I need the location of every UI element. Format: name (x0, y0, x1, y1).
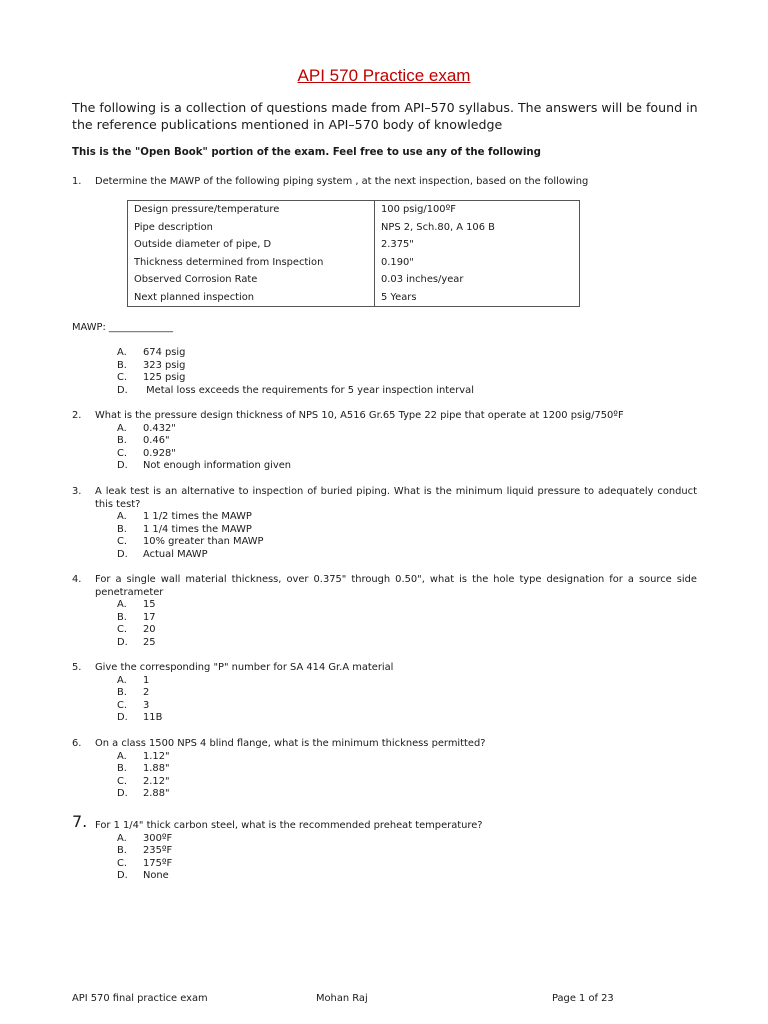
option-text: 674 psig (143, 347, 186, 358)
option-d (117, 712, 697, 725)
option-text: 300ºF (143, 832, 173, 844)
option-letter: A. (117, 750, 127, 762)
option-text: 10% greater than MAWP (143, 536, 264, 548)
table-row (128, 201, 580, 219)
option-letter: C. (117, 857, 128, 869)
option-d (117, 870, 697, 883)
option-text: 2 (143, 687, 150, 699)
option-text: 0.928" (143, 447, 176, 459)
option-a (117, 833, 697, 846)
table-cell: Thickness determined from Inspection (128, 254, 375, 272)
option-text: 3 (143, 699, 150, 711)
option-c (117, 776, 697, 789)
option-text: 235ºF (143, 845, 173, 857)
option-text: 1 1/2 times the MAWP (143, 511, 252, 523)
option-letter: A. (117, 422, 127, 434)
question-number: 7. (72, 812, 88, 831)
option-letter: C. (117, 699, 128, 711)
option-text: Not enough information given (143, 460, 292, 472)
question-1-options (72, 347, 697, 397)
option-text: 175ºF (143, 857, 173, 869)
option-b (117, 763, 697, 776)
option-letter: B. (117, 611, 127, 623)
table-cell: NPS 2, Sch.80, A 106 B (375, 219, 580, 237)
option-letter: A. (117, 674, 127, 686)
question-text: A leak test is an alternative to inspection of buried piping. What is the minimum liquid pressure to adequately conduct this test? (95, 486, 697, 510)
question-number: 5. (72, 662, 82, 673)
table-cell: 5 Years (375, 289, 580, 307)
page-title: API 570 Practice exam (297, 66, 471, 85)
option-d (117, 788, 697, 801)
question-number: 1. (72, 176, 82, 187)
option-text: 1 (143, 674, 150, 686)
question-text: Determine the MAWP of the following piping system , at the next inspection, based on the following (95, 176, 589, 187)
option-text: None (143, 870, 169, 882)
option-letter: B. (117, 435, 127, 447)
option-text: 0.46" (143, 435, 170, 447)
option-text: Actual MAWP (143, 548, 208, 560)
option-c (117, 700, 697, 713)
option-text: 25 (143, 636, 156, 648)
option-letter: C. (117, 775, 128, 787)
option-c (117, 536, 697, 549)
option-text: 2.88" (143, 788, 170, 800)
option-text: 125 psig (143, 372, 186, 384)
question-text: Give the corresponding "P" number for SA 414 Gr.A material (95, 662, 394, 673)
option-letter: C. (117, 624, 128, 636)
option-a (117, 347, 697, 360)
option-text: 0.432" (143, 422, 176, 434)
option-a (117, 751, 697, 764)
table-row (128, 271, 580, 289)
option-letter: D. (117, 788, 128, 800)
option-d (117, 460, 697, 473)
option-c (117, 624, 697, 637)
option-letter: A. (117, 347, 127, 358)
option-b (117, 435, 697, 448)
option-text: Metal loss exceeds the requirements for 5 year inspection interval (143, 384, 474, 396)
table-row (128, 254, 580, 272)
option-b (117, 524, 697, 537)
option-b (117, 360, 697, 373)
open-book-note: This is the "Open Book" portion of the exam. Feel free to use any of the following (72, 147, 541, 158)
mawp-answer-line: MAWP: _____________ (72, 322, 174, 333)
question-number: 3. (72, 486, 82, 497)
option-text: 11B (143, 712, 163, 724)
option-letter: A. (117, 832, 127, 844)
option-letter: B. (117, 687, 127, 699)
question-4 (72, 574, 697, 650)
piping-spec-table (127, 200, 580, 307)
option-c (117, 372, 697, 385)
question-number: 6. (72, 738, 82, 749)
option-letter: D. (117, 870, 128, 882)
option-text: 17 (143, 611, 156, 623)
option-letter: B. (117, 845, 127, 857)
option-c (117, 448, 697, 461)
table-row (128, 219, 580, 237)
question-number: 4. (72, 574, 82, 585)
option-letter: D. (117, 460, 128, 472)
question-3 (72, 486, 697, 562)
footer-author: Mohan Raj (316, 993, 368, 1004)
option-a (117, 675, 697, 688)
option-letter: A. (117, 511, 127, 523)
option-letter: D. (117, 712, 128, 724)
option-d (117, 549, 697, 562)
question-text: What is the pressure design thickness of NPS 10, A516 Gr.65 Type 22 pipe that operate at 1200 psig/750ºF (95, 410, 624, 421)
footer-doc-title: API 570 final practice exam (72, 993, 208, 1004)
option-text: 323 psig (143, 359, 186, 371)
option-text: 1.12" (143, 750, 170, 762)
option-b (117, 845, 697, 858)
option-letter: B. (117, 523, 127, 535)
question-1 (72, 176, 697, 189)
option-letter: B. (117, 359, 127, 371)
option-letter: D. (117, 636, 128, 648)
option-text: 15 (143, 599, 156, 611)
footer-page-number: Page 1 of 23 (552, 993, 614, 1004)
question-text: For 1 1/4" thick carbon steel, what is the recommended preheat temperature? (95, 820, 483, 831)
question-text: On a class 1500 NPS 4 blind flange, what is the minimum thickness permitted? (95, 738, 486, 749)
option-d (117, 385, 697, 398)
option-letter: C. (117, 536, 128, 548)
option-text: 1 1/4 times the MAWP (143, 523, 252, 535)
table-cell: Design pressure/temperature (128, 201, 375, 219)
table-cell: Observed Corrosion Rate (128, 271, 375, 289)
table-cell: Pipe description (128, 219, 375, 237)
question-2 (72, 410, 697, 473)
table-cell: 2.375" (375, 236, 580, 254)
table-cell: 0.03 inches/year (375, 271, 580, 289)
option-a (117, 599, 697, 612)
option-letter: D. (117, 548, 128, 560)
option-text: 2.12" (143, 775, 170, 787)
question-number: 2. (72, 410, 82, 421)
option-letter: A. (117, 599, 127, 611)
table-cell: 100 psig/100ºF (375, 201, 580, 219)
table-row (128, 236, 580, 254)
option-a (117, 511, 697, 524)
option-d (117, 637, 697, 650)
option-b (117, 687, 697, 700)
question-7 (72, 812, 697, 883)
option-letter: B. (117, 763, 127, 775)
question-6 (72, 738, 697, 801)
option-c (117, 858, 697, 871)
option-b (117, 612, 697, 625)
question-5 (72, 662, 697, 725)
table-row (128, 289, 580, 307)
table-cell: Outside diameter of pipe, D (128, 236, 375, 254)
option-text: 1.88" (143, 763, 170, 775)
option-letter: C. (117, 372, 128, 384)
option-letter: C. (117, 447, 128, 459)
option-a (117, 423, 697, 436)
table-cell: 0.190" (375, 254, 580, 272)
option-letter: D. (117, 384, 128, 396)
option-text: 20 (143, 624, 156, 636)
intro-paragraph: The following is a collection of questions made from API–570 syllabus. The answers will be found in the reference publications mentioned in API–570 body of knowledge (72, 100, 698, 132)
table-cell: Next planned inspection (128, 289, 375, 307)
question-text: For a single wall material thickness, over 0.375" through 0.50", what is the hole type designation for a source side penetrameter (95, 574, 697, 598)
